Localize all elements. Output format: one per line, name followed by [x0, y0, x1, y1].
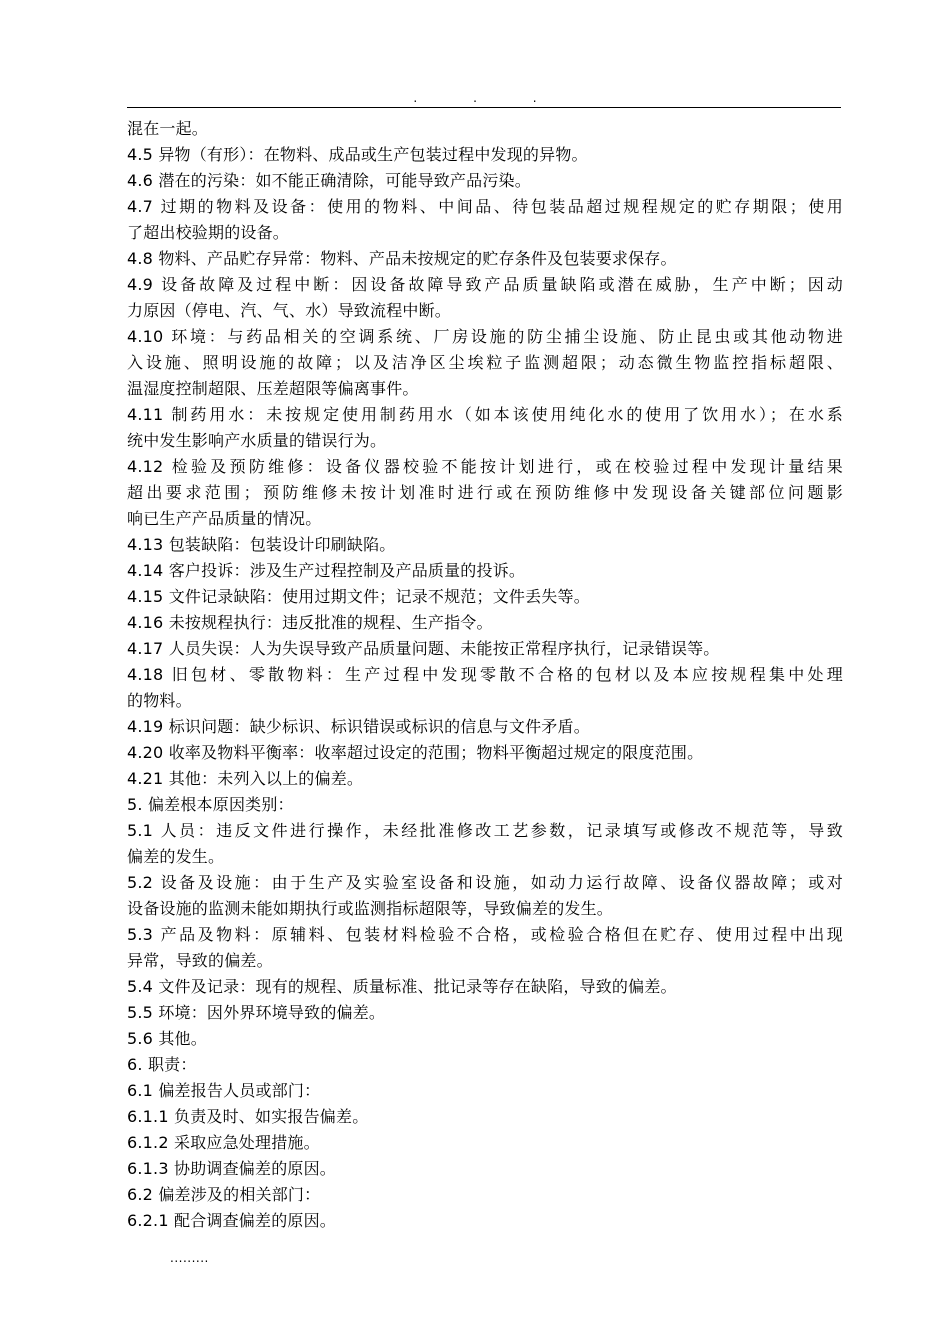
- text-line: 6.1.2 采取应急处理措施。: [127, 1133, 320, 1152]
- header-dots: [0, 90, 950, 106]
- text-line: 温湿度控制超限、压差超限等偏离事件。: [127, 379, 419, 398]
- header-dot: .: [473, 91, 477, 105]
- text-line: 混在一起。: [127, 119, 209, 138]
- text-line: 4.21 其他：未列入以上的偏差。: [127, 769, 364, 788]
- text-line: 4.16 未按规程执行：违反批准的规程、生产指令。: [127, 613, 493, 632]
- text-line: 4.18 旧包材、零散物料：生产过程中发现零散不合格的包材以及本应按规程集中处理: [127, 665, 843, 684]
- text-line: 5.1 人员：违反文件进行操作，未经批准修改工艺参数，记录填写或修改不规范等，导致: [127, 821, 843, 840]
- text-line: 4.13 包装缺陷：包装设计印刷缺陷。: [127, 535, 396, 554]
- text-line: 4.14 客户投诉：涉及生产过程控制及产品质量的投诉。: [127, 561, 526, 580]
- header-dot: .: [532, 91, 537, 105]
- text-line: 6.1.3 协助调查偏差的原因。: [127, 1159, 336, 1178]
- text-line: 4.11 制药用水：未按规定使用制药用水（如本该使用纯化水的使用了饮用水）；在水系: [127, 405, 843, 424]
- text-line: 4.6 潜在的污染：如不能正确清除，可能导致产品污染。: [127, 171, 531, 190]
- text-line: 4.8 物料、产品贮存异常：物料、产品未按规定的贮存条件及包装要求保存。: [127, 249, 677, 268]
- text-line: 超出要求范围；预防维修未按计划准时进行或在预防维修中发现设备关键部位问题影: [127, 483, 843, 502]
- text-line: 统中发生影响产水质量的错误行为。: [127, 431, 387, 450]
- text-line: 5.2 设备及设施：由于生产及实验室设备和设施，如动力运行故障、设备仪器故障；或对: [127, 873, 843, 892]
- header-rule: [127, 107, 841, 108]
- text-line: 了超出校验期的设备。: [127, 223, 290, 242]
- text-line: 6.1.1 负责及时、如实报告偏差。: [127, 1107, 369, 1126]
- text-line: 4.5 异物（有形）：在物料、成品或生产包装过程中发现的异物。: [127, 145, 588, 164]
- text-line: 4.10 环境：与药品相关的空调系统、厂房设施的防尘捕尘设施、防止昆虫或其他动物进: [127, 327, 843, 346]
- text-line: 设备设施的监测未能如期执行或监测指标超限等，导致偏差的发生。: [127, 899, 614, 918]
- text-line: 响已生产产品质量的情况。: [127, 509, 322, 528]
- document-body: [127, 116, 843, 1234]
- text-line: 4.19 标识问题：缺少标识、标识错误或标识的信息与文件矛盾。: [127, 717, 590, 736]
- text-line: 5.3 产品及物料：原辅料、包装材料检验不合格，或检验合格但在贮存、使用过程中出现: [127, 925, 843, 944]
- text-line: 力原因（停电、汽、气、水）导致流程中断。: [127, 301, 452, 320]
- text-line: 的物料。: [127, 691, 192, 710]
- text-line: 异常，导致的偏差。: [127, 951, 273, 970]
- text-line: 5.6 其他。: [127, 1029, 207, 1048]
- header-dot: .: [413, 91, 418, 105]
- text-line: 6.1 偏差报告人员或部门：: [127, 1081, 321, 1100]
- text-line: 4.12 检验及预防维修：设备仪器校验不能按计划进行，或在校验过程中发现计量结果: [127, 457, 843, 476]
- text-line: 5.5 环境：因外界环境导致的偏差。: [127, 1003, 386, 1022]
- text-line: 5.4 文件及记录：现有的规程、质量标准、批记录等存在缺陷，导致的偏差。: [127, 977, 677, 996]
- text-line: 6. 职责：: [127, 1055, 197, 1074]
- text-line: 偏差的发生。: [127, 847, 225, 866]
- text-line: 5. 偏差根本原因类别：: [127, 795, 294, 814]
- text-line: 4.7 过期的物料及设备：使用的物料、中间品、待包装品超过规程规定的贮存期限；使用: [127, 197, 843, 216]
- text-line: 4.20 收率及物料平衡率：收率超过设定的范围；物料平衡超过规定的限度范围。: [127, 743, 704, 762]
- text-line: 入设施、照明设施的故障；以及洁净区尘埃粒子监测超限；动态微生物监控指标超限、: [127, 353, 843, 372]
- text-line: 4.17 人员失误：人为失误导致产品质量问题、未能按正常程序执行，记录错误等。: [127, 639, 720, 658]
- text-line: 6.2 偏差涉及的相关部门：: [127, 1185, 321, 1204]
- text-line: 6.2.1 配合调查偏差的原因。: [127, 1211, 336, 1230]
- text-line: 4.9 设备故障及过程中断：因设备故障导致产品质量缺陷或潜在威胁，生产中断；因动: [127, 275, 843, 294]
- text-line: 4.15 文件记录缺陷：使用过期文件；记录不规范；文件丢失等。: [127, 587, 590, 606]
- footer-dots: .........: [170, 1251, 209, 1265]
